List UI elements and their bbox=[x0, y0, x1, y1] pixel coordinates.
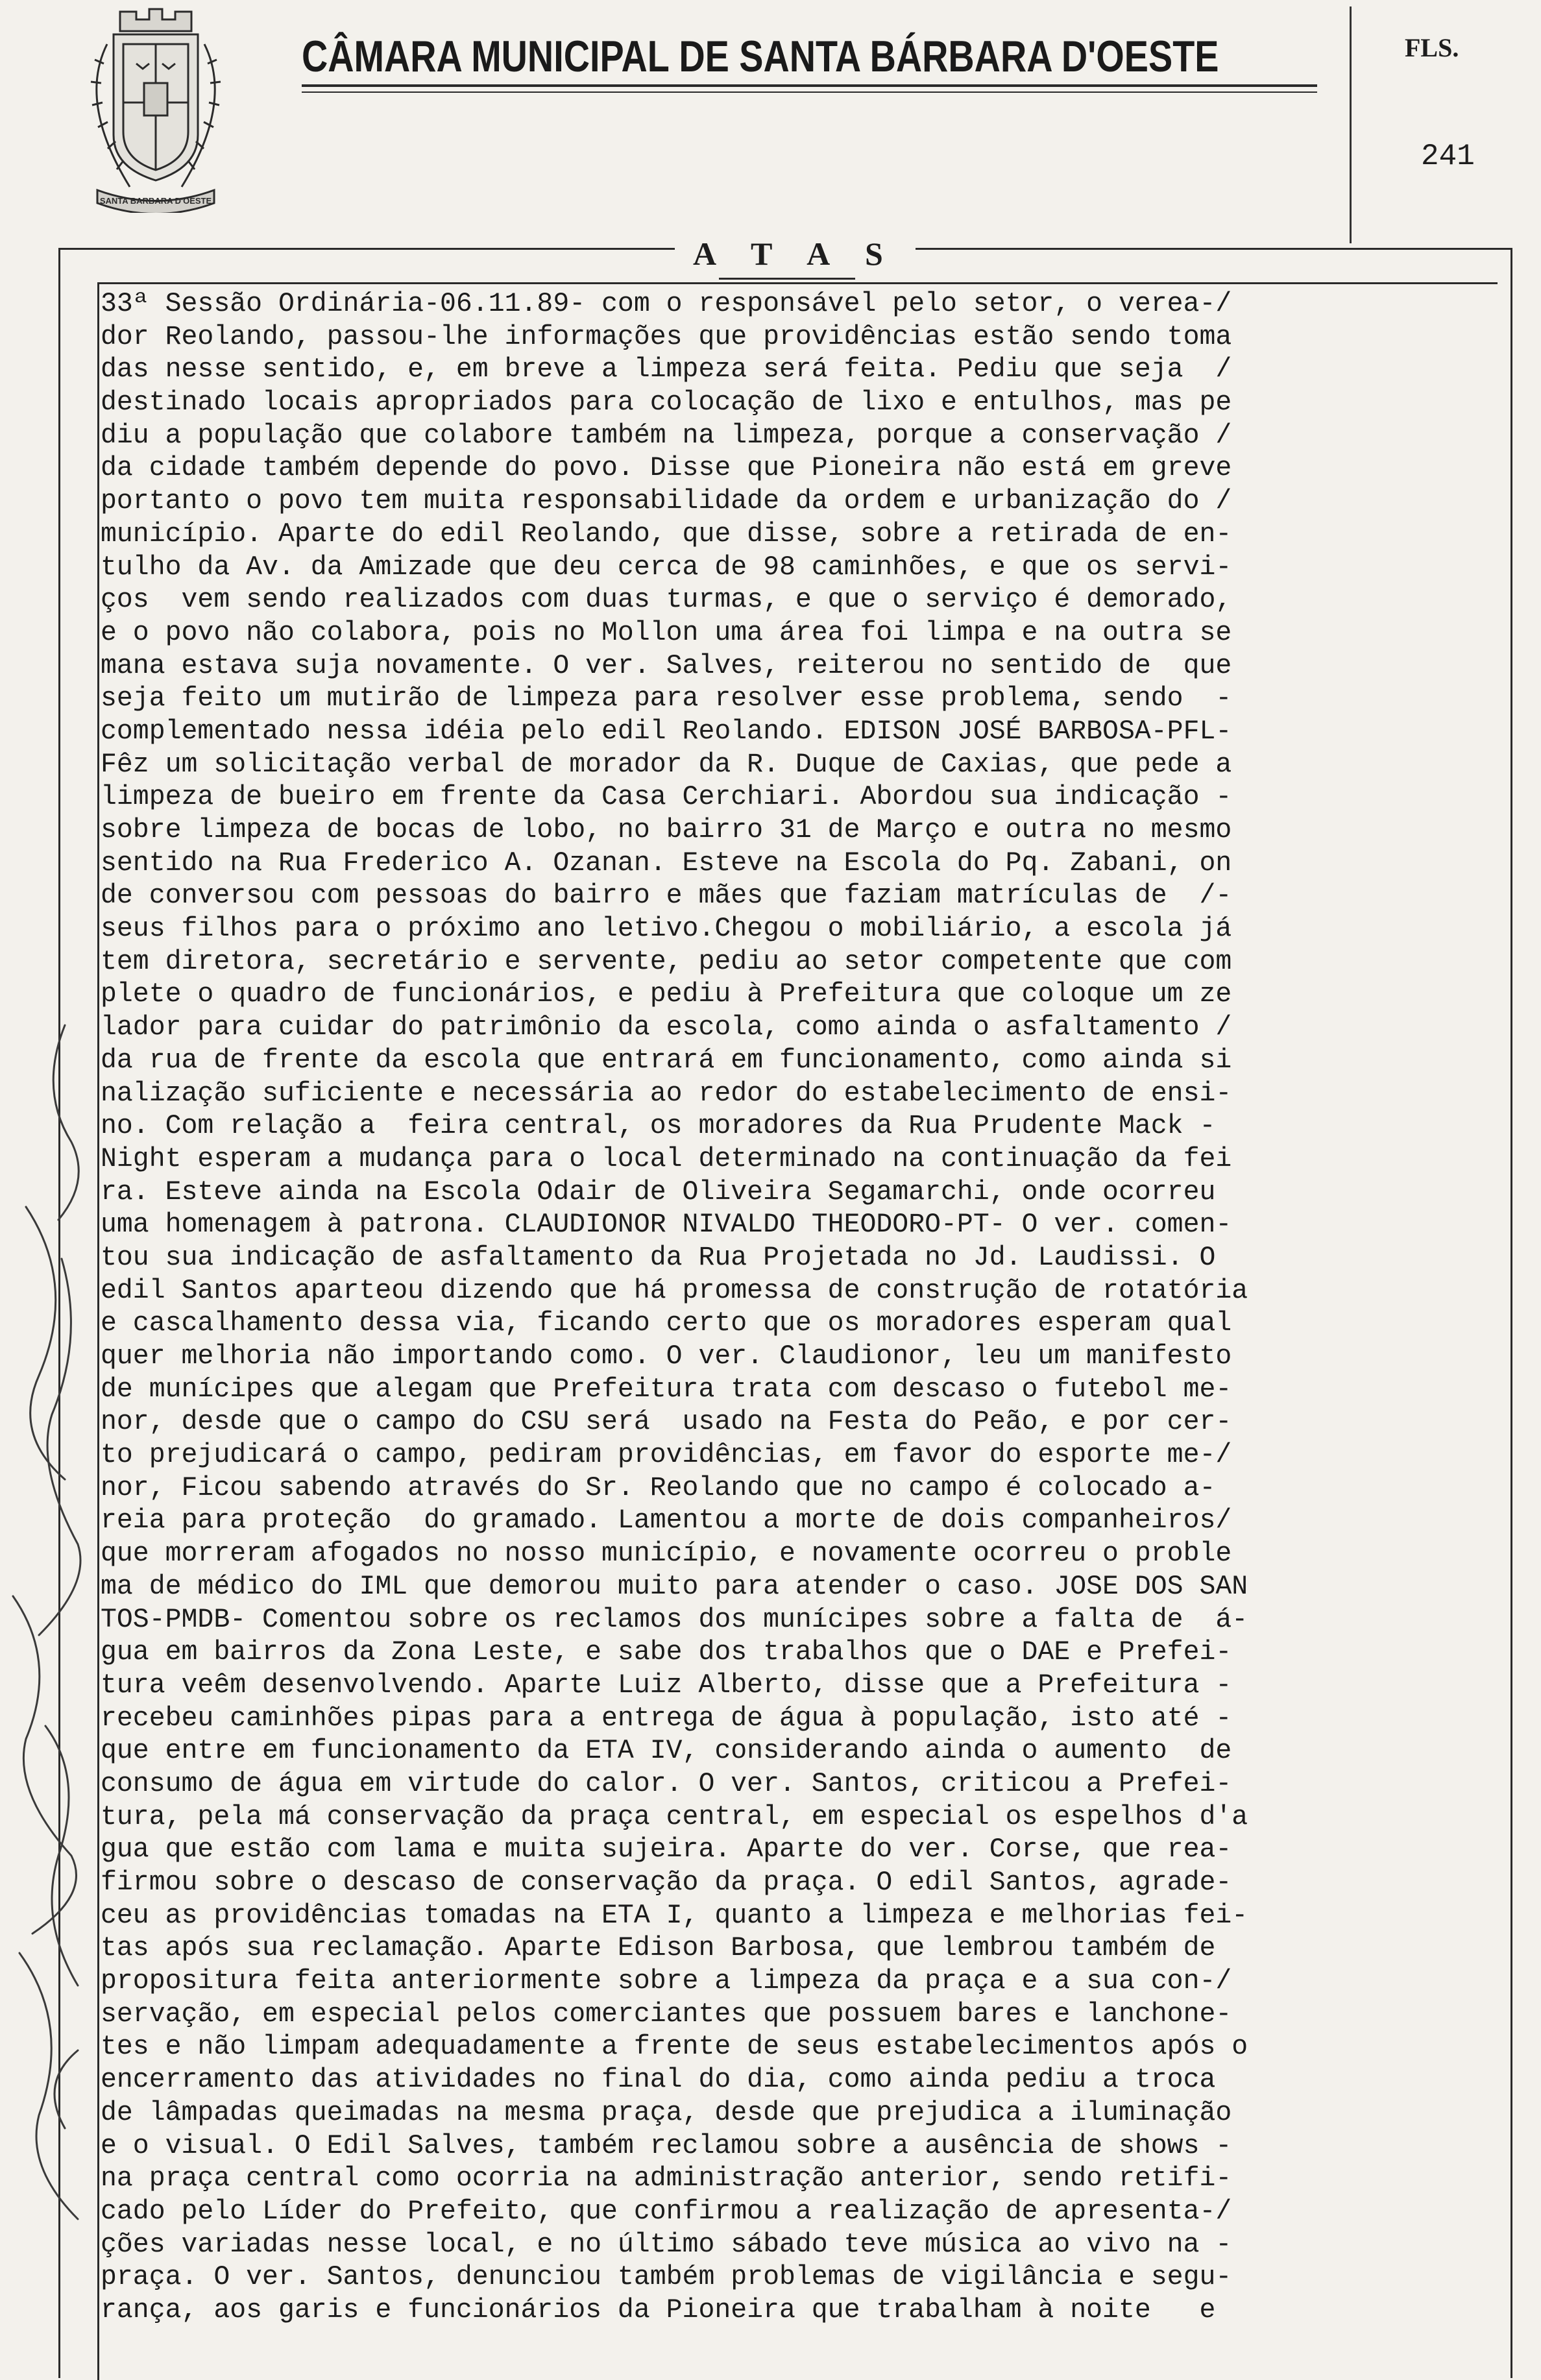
minutes-line: ços vem sendo realizados com duas turmas, e que o serviço é demorado, bbox=[101, 585, 1232, 616]
minutes-line: de conversou com pessoas do bairro e mães que faziam matrículas de /- bbox=[101, 880, 1232, 912]
minutes-line: reia para proteção do gramado. Lamentou a morte de dois companheiros/ bbox=[101, 1505, 1232, 1536]
minutes-line: edil Santos aparteou dizendo que há promessa de construção de rotatória bbox=[101, 1275, 1248, 1306]
minutes-line: no. Com relação a feira central, os moradores da Rua Prudente Mack - bbox=[101, 1111, 1216, 1142]
minutes-line: quer melhoria não importando como. O ver. Claudionor, leu um manifesto bbox=[101, 1341, 1232, 1372]
minutes-body bbox=[101, 288, 1496, 2327]
minutes-line: ções variadas nesse local, e no último sábado teve música ao vivo na - bbox=[101, 2229, 1232, 2260]
minutes-line: limpeza de bueiro em frente da Casa Cerchiari. Abordou sua indicação - bbox=[101, 782, 1232, 813]
minutes-line: tes e não limpam adequadamente a frente de seus estabelecimentos após o bbox=[101, 2032, 1248, 2063]
minutes-line: diu a população que colabore também na limpeza, porque a conservação / bbox=[101, 420, 1232, 451]
minutes-line: tas após sua reclamação. Aparte Edison Barbosa, que lembrou também de bbox=[101, 1933, 1216, 1964]
minutes-line: de lâmpadas queimadas na mesma praça, desde que prejudica a iluminação bbox=[101, 2097, 1232, 2128]
minutes-line: que entre em funcionamento da ETA IV, considerando ainda o aumento de bbox=[101, 1736, 1232, 1767]
minutes-line: nor, desde que o campo do CSU será usado na Festa do Peão, e por cer- bbox=[101, 1407, 1232, 1438]
minutes-line: tura veêm desenvolvendo. Aparte Luiz Alberto, disse que a Prefeitura - bbox=[101, 1670, 1232, 1701]
margin-signature bbox=[0, 1012, 97, 2245]
minutes-line: encerramento das atividades no final do dia, como ainda pediu a troca bbox=[101, 2065, 1216, 2096]
header-divider bbox=[1350, 6, 1352, 243]
minutes-line: cado pelo Líder do Prefeito, que confirmou a realização de apresenta-/ bbox=[101, 2196, 1232, 2227]
minutes-line: servação, em especial pelos comerciantes que possuem bares e lanchone- bbox=[101, 1998, 1232, 2030]
minutes-line: seja feito um mutirão de limpeza para resolver esse problema, sendo - bbox=[101, 683, 1232, 714]
minutes-line: Night esperam a mudança para o local determinado na continuação da fei bbox=[101, 1143, 1232, 1174]
minutes-line: ma de médico do IML que demorou muito para atender o caso. JOSE DOS SAN bbox=[101, 1571, 1248, 1602]
minutes-line: gua que estão com lama e muita sujeira. Aparte do ver. Corse, que rea- bbox=[101, 1834, 1232, 1865]
minutes-line: firmou sobre o descaso de conservação da praça. O edil Santos, agrade- bbox=[101, 1867, 1232, 1898]
minutes-line: propositura feita anteriormente sobre a limpeza da praça e a sua con-/ bbox=[101, 1966, 1232, 1997]
minutes-line: ceu as providências tomadas na ETA I, quanto a limpeza e melhorias fei- bbox=[101, 1900, 1248, 1931]
minutes-line: destinado locais apropriados para colocação de lixo e entulhos, mas pe bbox=[101, 387, 1232, 419]
minutes-line: portanto o povo tem muita responsabilidade da ordem e urbanização do / bbox=[101, 486, 1232, 517]
minutes-line: da cidade também depende do povo. Disse que Pioneira não está em greve bbox=[101, 453, 1232, 484]
minutes-line: 33ª Sessão Ordinária-06.11.89- com o responsável pelo setor, o verea-/ bbox=[101, 289, 1232, 319]
header-rule-thick bbox=[302, 84, 1317, 87]
minutes-line: mana estava suja novamente. O ver. Salves, reiterou no sentido de que bbox=[101, 650, 1232, 681]
section-title-underline bbox=[719, 278, 855, 280]
minutes-line: Fêz um solicitação verbal de morador da R. Duque de Caxias, que pede a bbox=[101, 749, 1232, 780]
minutes-line: tem diretora, secretário e servente, pediu ao setor competente que com bbox=[101, 946, 1232, 977]
minutes-line: praça. O ver. Santos, denunciou também problemas de vigilância e segu- bbox=[101, 2262, 1232, 2293]
minutes-line: lador para cuidar do patrimônio da escola, como ainda o asfaltamento / bbox=[101, 1012, 1232, 1043]
minutes-line: complementado nessa idéia pelo edil Reolando. EDISON JOSÉ BARBOSA-PFL- bbox=[101, 716, 1232, 747]
institution-title: CÂMARA MUNICIPAL DE SANTA BÁRBARA D'OESTE bbox=[302, 32, 1219, 81]
minutes-line: consumo de água em virtude do calor. O ver. Santos, criticou a Prefei- bbox=[101, 1768, 1232, 1799]
minutes-line: TOS-PMDB- Comentou sobre os reclamos dos munícipes sobre a falta de á- bbox=[101, 1604, 1248, 1635]
minutes-line: sobre limpeza de bocas de lobo, no bairro 31 de Março e outra no mesmo bbox=[101, 815, 1232, 845]
minutes-line: to prejudicará o campo, pediram providências, em favor do esporte me-/ bbox=[101, 1440, 1232, 1471]
minutes-line: ra. Esteve ainda na Escola Odair de Oliveira Segamarchi, onde ocorreu bbox=[101, 1176, 1216, 1208]
minutes-line: município. Aparte do edil Reolando, que disse, sobre a retirada de en- bbox=[101, 518, 1232, 550]
header-rule-thin bbox=[302, 91, 1317, 93]
minutes-line: nalização suficiente e necessária ao redor do estabelecimento de ensi- bbox=[101, 1078, 1232, 1109]
fls-label: FLS. bbox=[1405, 33, 1459, 62]
municipal-coat-of-arms bbox=[58, 5, 253, 213]
seal-motto: SANTA BARBARA D'OESTE bbox=[99, 196, 212, 206]
frame-right-border bbox=[1511, 248, 1512, 2378]
minutes-line: de munícipes que alegam que Prefeitura trata com descaso o futebol me- bbox=[101, 1374, 1232, 1405]
minutes-line: recebeu caminhões pipas para a entrega de água à população, isto até - bbox=[101, 1703, 1232, 1734]
page-number: 241 bbox=[1421, 140, 1475, 173]
minutes-line: uma homenagem à patrona. CLAUDIONOR NIVALDO THEODORO-PT- O ver. comen- bbox=[101, 1209, 1232, 1241]
minutes-line: sentido na Rua Frederico A. Ozanan. Esteve na Escola do Pq. Zabani, on bbox=[101, 847, 1232, 879]
minutes-line: rança, aos garis e funcionários da Pioneira que trabalham à noite e bbox=[101, 2294, 1216, 2325]
minutes-line: tura, pela má conservação da praça central, em especial os espelhos d'a bbox=[101, 1801, 1248, 1832]
minutes-line: plete o quadro de funcionários, e pediu à Prefeitura que coloque um ze bbox=[101, 979, 1232, 1010]
minutes-line: dor Reolando, passou-lhe informações que providências estão sendo toma bbox=[101, 321, 1232, 352]
minutes-line: seus filhos para o próximo ano letivo.Chegou o mobiliário, a escola já bbox=[101, 914, 1232, 945]
minutes-line: gua em bairros da Zona Leste, e sabe dos trabalhos que o DAE e Prefei- bbox=[101, 1637, 1232, 1668]
minutes-line: e cascalhamento dessa via, ficando certo que os moradores esperam qual bbox=[101, 1308, 1232, 1339]
minutes-line: que morreram afogados no nosso município, e novamente ocorreu o proble bbox=[101, 1538, 1232, 1570]
minutes-line: tou sua indicação de asfaltamento da Rua Projetada no Jd. Laudissi. O bbox=[101, 1242, 1216, 1273]
minutes-line: da rua de frente da escola que entrará em funcionamento, como ainda si bbox=[101, 1045, 1232, 1076]
minutes-line: nor, Ficou sabendo através do Sr. Reolando que no campo é colocado a- bbox=[101, 1472, 1216, 1503]
minutes-line: tulho da Av. da Amizade que deu cerca de 98 caminhões, e que os servi- bbox=[101, 552, 1232, 583]
minutes-line: na praça central como ocorria na administração anterior, sendo retifi- bbox=[101, 2163, 1232, 2194]
minutes-line: e o visual. O Edil Salves, também reclamou sobre a ausência de shows - bbox=[101, 2130, 1232, 2161]
minutes-line: das nesse sentido, e, em breve a limpeza será feita. Pediu que seja / bbox=[101, 354, 1232, 385]
section-title: A T A S bbox=[675, 235, 916, 273]
minutes-line: e o povo não colabora, pois no Mollon uma área foi limpa e na outra se bbox=[101, 617, 1232, 648]
